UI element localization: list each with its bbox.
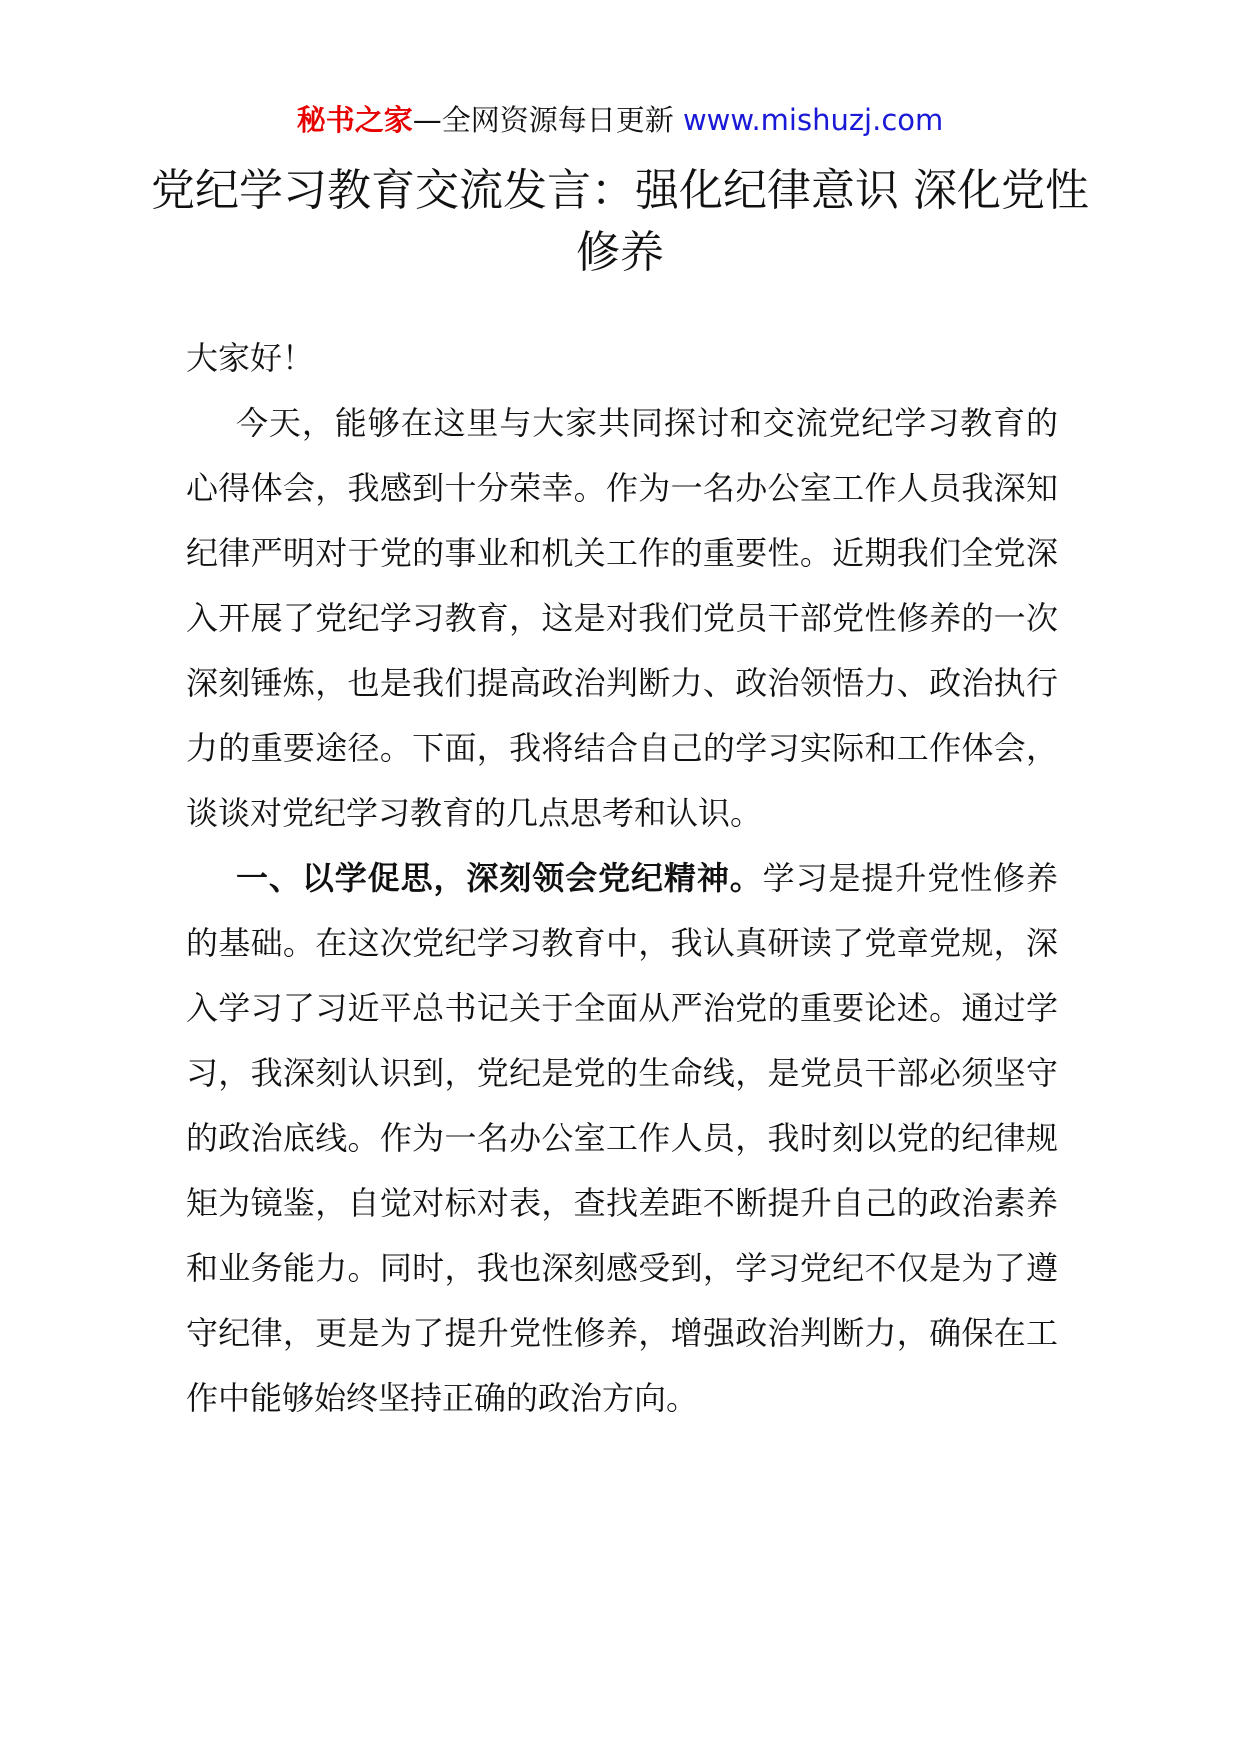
paragraph-intro-text: 今天，能够在这里与大家共同探讨和交流党纪学习教育的心得体会，我感到十分荣幸。作为一名办公室工作人员我深知纪律严明对于党的事业和机关工作的重要性。近期我们全党深入开展了党纪学习教育，这是对我们党员干部党性修养的一次深刻锤炼，也是我们提高政治判断力、政治领悟力、政治执行力的重要途径。下面，我将结合自己的学习实际和工作体会，谈谈对党纪学习教育的几点思考和认识。 — [186, 404, 1058, 832]
paragraph-intro — [186, 391, 1058, 846]
header-banner — [0, 100, 1240, 140]
paragraph-section-1 — [186, 846, 1058, 1431]
document-body — [186, 326, 1058, 1431]
section-1-text: 学习是提升党性修养的基础。在这次党纪学习教育中，我认真研读了党章党规，深入学习了习近平总书记关于全面从严治党的重要论述。通过学习，我深刻认识到，党纪是党的生命线，是党员干部必须坚守的政治底线。作为一名办公室工作人员，我时刻以党的纪律规矩为镜鉴，自觉对标对表，查找差距不断提升自己的政治素养和业务能力。同时，我也深刻感受到，学习党纪不仅是为了遵守纪律，更是为了提升党性修养，增强政治判断力，确保在工作中能够始终坚持正确的政治方向。 — [186, 859, 1058, 1417]
document-title: 党纪学习教育交流发言：强化纪律意识 深化党性修养 — [151, 165, 1089, 278]
site-url-link[interactable]: www.mishuzj.com — [682, 103, 944, 137]
brand-name: 秘书之家 — [296, 103, 413, 137]
section-1-heading: 一、以学促思，深刻领会党纪精神。 — [236, 859, 763, 897]
greeting: 大家好！ — [186, 339, 315, 377]
header-tagline: —全网资源每日更新 — [412, 103, 683, 137]
